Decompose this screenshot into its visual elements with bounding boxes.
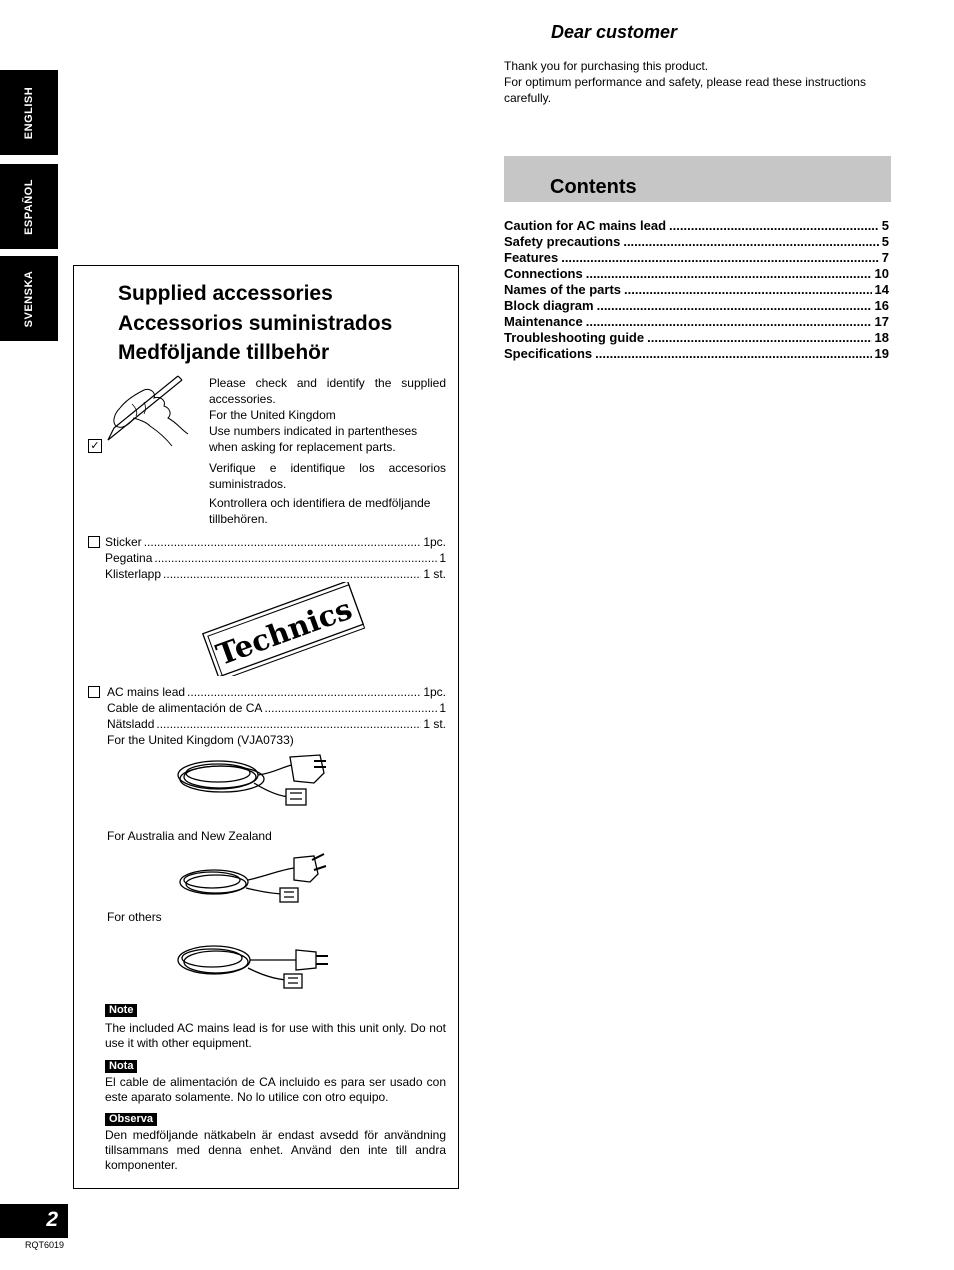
instructions-en: Please check and identify the supplied accessories. For the United Kingdom Use numbers indicated in partentheses when asking for replacement parts. <box>209 376 446 454</box>
toc-item[interactable]: Caution for AC mains lead ..... 5 <box>504 218 889 234</box>
other-power-cord-icon <box>174 938 330 994</box>
toc-item[interactable]: Maintenance ..... 17 <box>504 314 889 330</box>
accessories-title: Supplied accessories Accessorios suministrados Medföljande tillbehör <box>118 282 393 364</box>
ac-lead-checkbox[interactable] <box>88 686 100 698</box>
table-of-contents <box>504 218 889 362</box>
uk-power-cord-icon <box>174 753 330 817</box>
checkbox-checked-icon: ✓ <box>88 439 102 453</box>
contents-header <box>504 156 891 202</box>
intro-line-1: Thank you for purchasing this product. <box>504 59 709 73</box>
toc-item[interactable]: Features ..... 7 <box>504 250 889 266</box>
toc-item[interactable]: Troubleshooting guide ..... 18 <box>504 330 889 346</box>
au-nz-label: For Australia and New Zealand <box>107 829 272 843</box>
toc-item[interactable]: Specifications ..... 19 <box>504 346 889 362</box>
lang-tab-svenska: SVENSKA <box>0 256 58 341</box>
lang-tab-english: ENGLISH <box>0 70 58 155</box>
page-number: 2 <box>46 1208 58 1231</box>
instructions-es: Verifique e identifique los accesorios suministrados. <box>209 461 446 491</box>
au-nz-power-cord-icon <box>176 852 328 908</box>
note-label-es: Nota <box>105 1060 137 1073</box>
document-code: RQT6019 <box>25 1240 65 1250</box>
supplied-accessories-box <box>73 265 459 1189</box>
uk-label: For the United Kingdom (VJA0733) <box>107 733 294 747</box>
note-text-es: El cable de alimentación de CA incluido es para ser usado con este aparato solamente. No lo utilice con otro equipo. <box>105 1075 446 1104</box>
toc-item[interactable]: Safety precautions ..... 5 <box>504 234 889 250</box>
contents-title: Contents <box>550 176 637 198</box>
ac-lead-row: Cable de alimentación de CA ..... 1 <box>107 700 446 716</box>
intro-text <box>504 58 896 106</box>
others-label: For others <box>107 910 162 924</box>
lang-tab-espanol: ESPAÑOL <box>0 164 58 249</box>
note-text-en: The included AC mains lead is for use with this unit only. Do not use it with other equipment. <box>105 1021 446 1050</box>
note-label-en: Note <box>105 1004 137 1017</box>
technics-sticker-logo <box>200 582 366 676</box>
ac-lead-row: Nätsladd ..... 1 st. <box>107 716 446 732</box>
ac-lead-row: AC mains lead ..... 1pc. <box>107 684 446 700</box>
sticker-row: Klisterlapp ..... 1 st. <box>105 566 446 582</box>
sticker-row: Pegatina ..... 1 <box>105 550 446 566</box>
toc-item[interactable]: Connections ..... 10 <box>504 266 889 282</box>
toc-item[interactable]: Names of the parts ..... 14 <box>504 282 889 298</box>
instructions-sv: Kontrollera och identifiera de medföljande tillbehören. <box>209 496 431 526</box>
note-text-sv: Den medföljande nätkabeln är endast avsedd för användning tillsammans med denna enhet. Använd den inte till andra komponenter. <box>105 1128 446 1172</box>
sticker-checkbox[interactable] <box>88 536 100 548</box>
dear-customer-title: Dear customer <box>551 22 678 42</box>
sticker-row: Sticker ..... 1pc. <box>105 534 446 550</box>
technics-logo-text: Technics <box>211 591 357 672</box>
page-number-badge <box>0 1204 68 1238</box>
intro-line-2: For optimum performance and safety, please read these instructions carefully. <box>504 75 866 105</box>
toc-item[interactable]: Block diagram ..... 16 <box>504 298 889 314</box>
note-label-sv: Observa <box>105 1113 157 1126</box>
